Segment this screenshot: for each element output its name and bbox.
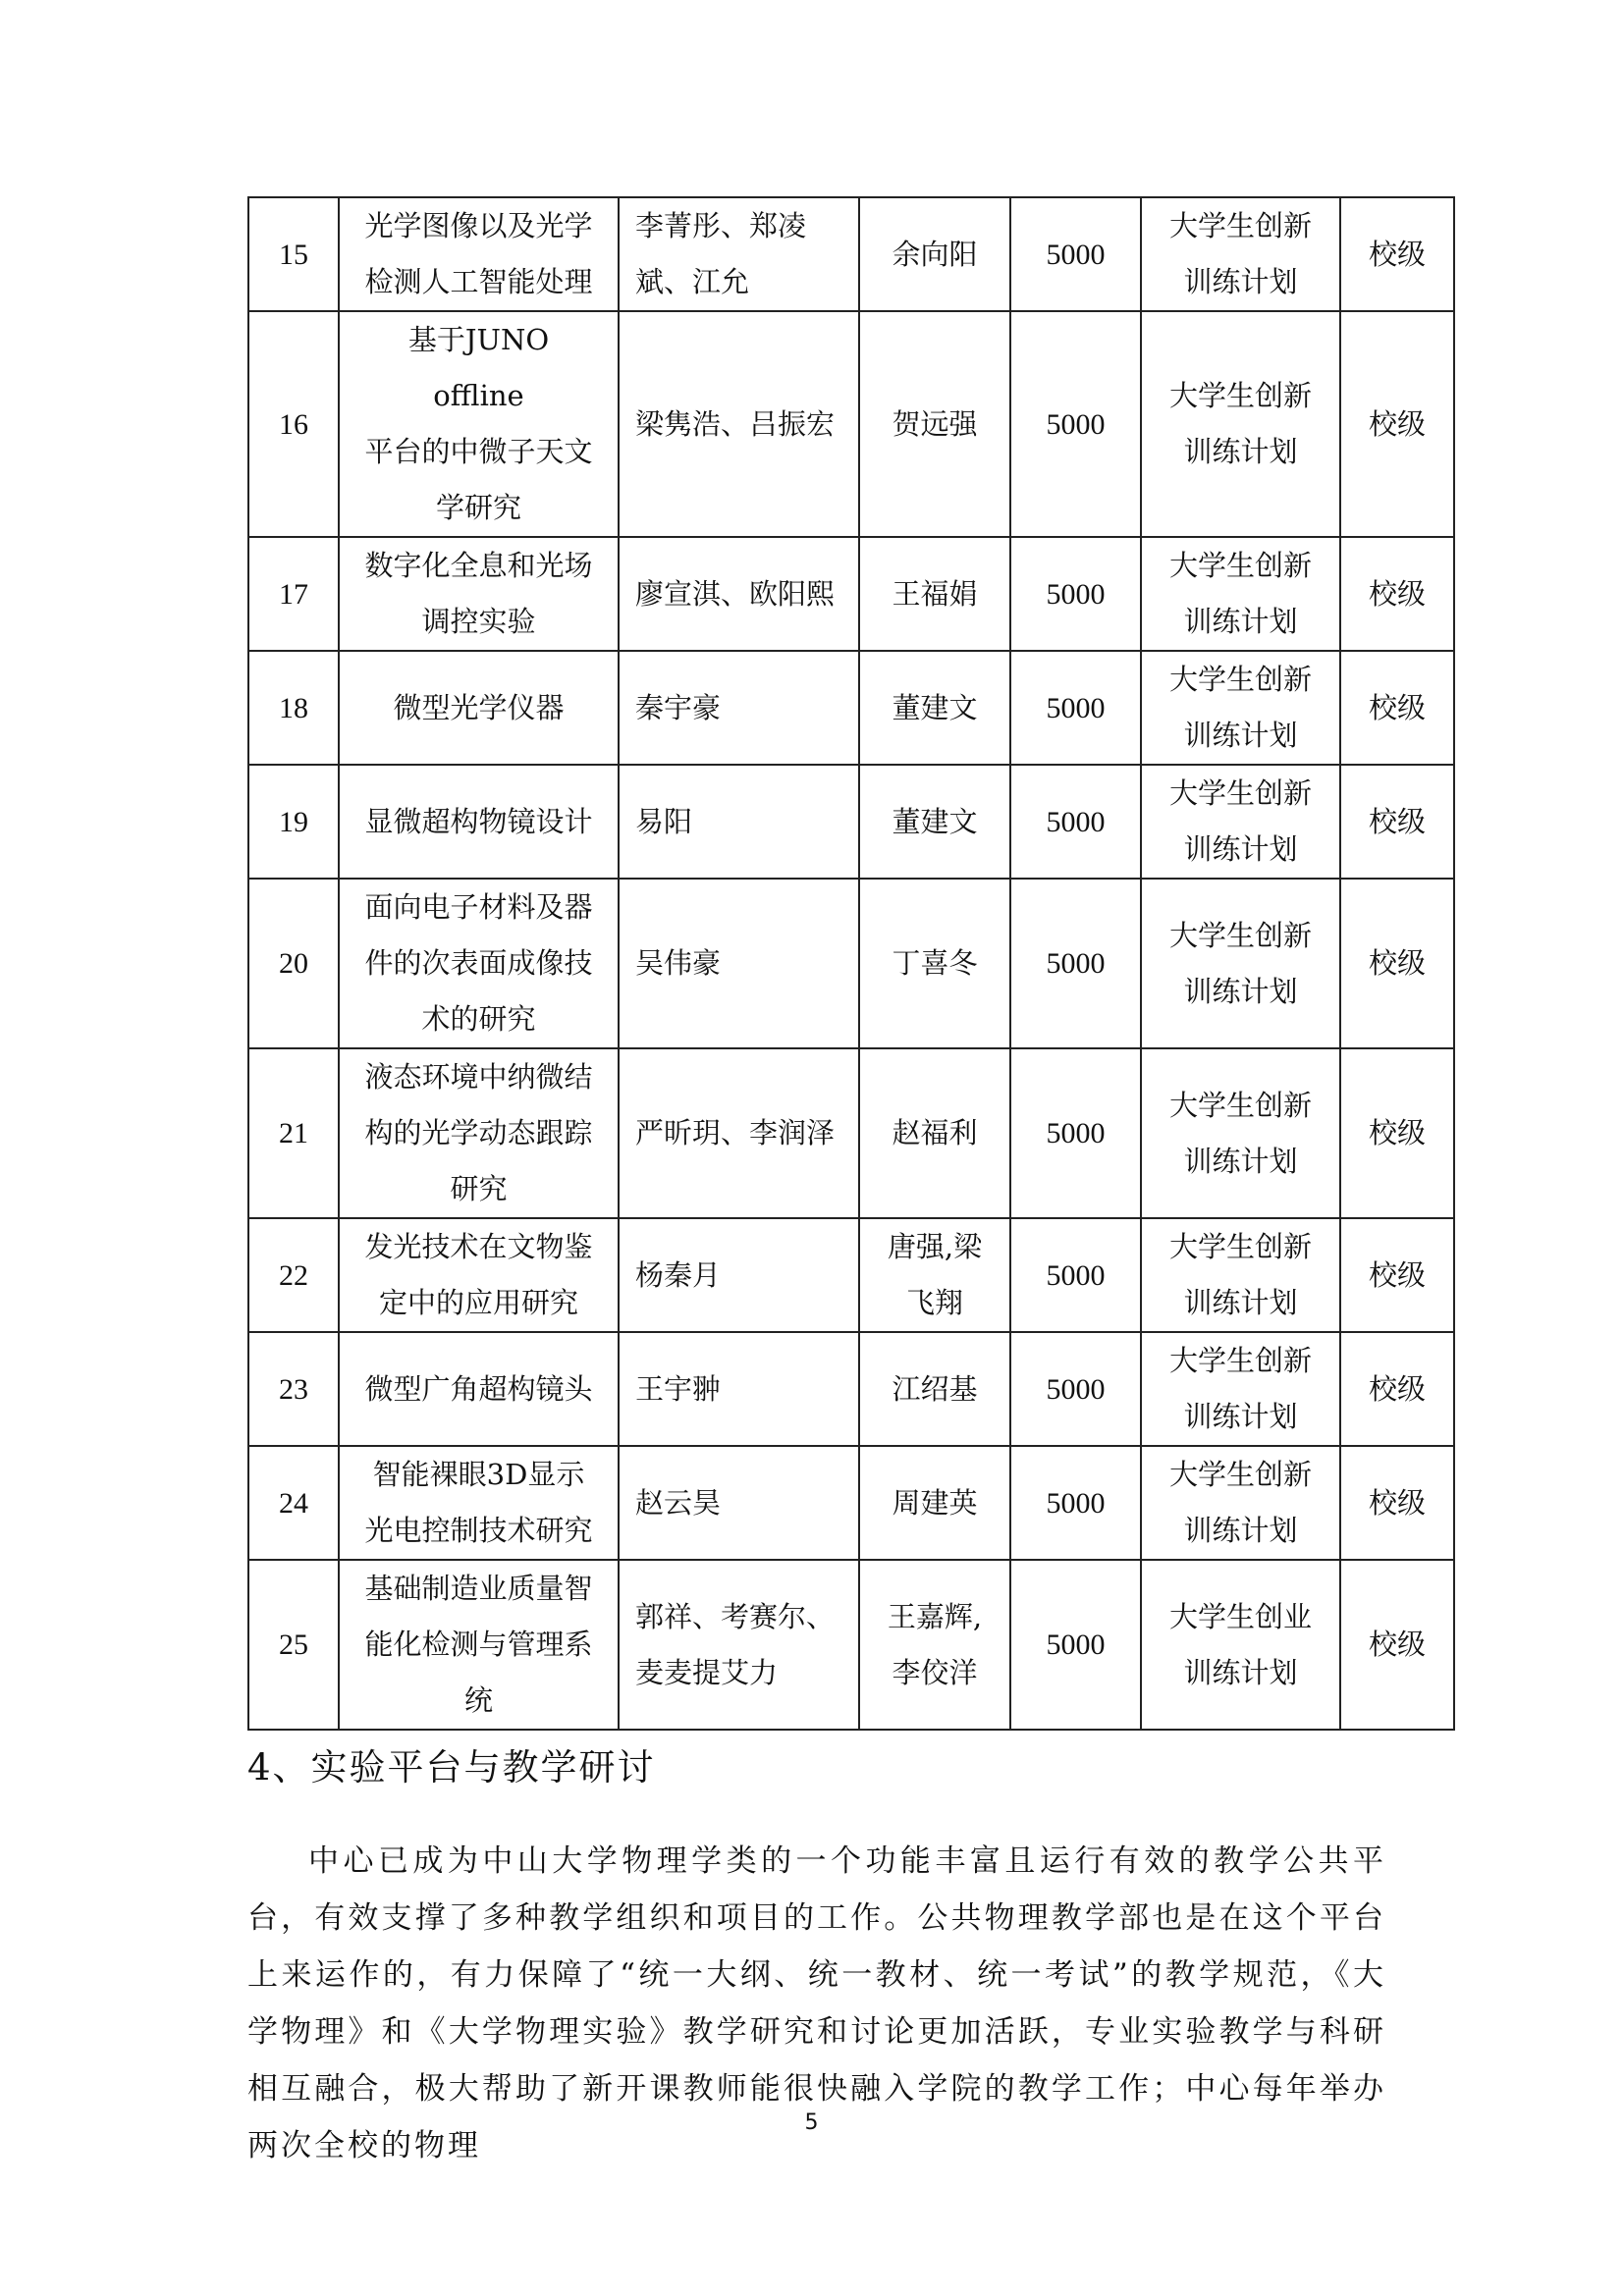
projects-table bbox=[247, 196, 1455, 1731]
project-type: 大学生创新 训练计划 bbox=[1141, 765, 1340, 879]
row-number: 25 bbox=[248, 1560, 339, 1730]
project-type: 大学生创新 训练计划 bbox=[1141, 197, 1340, 311]
student-names: 廖宣淇、欧阳熙 bbox=[619, 537, 859, 651]
table-row bbox=[248, 197, 1454, 311]
project-level: 校级 bbox=[1340, 1332, 1454, 1446]
advisor-name: 赵福利 bbox=[859, 1048, 1010, 1218]
project-title: 光学图像以及光学 检测人工智能处理 bbox=[339, 197, 619, 311]
table-row bbox=[248, 1446, 1454, 1560]
table-row bbox=[248, 1048, 1454, 1218]
student-names: 李菁彤、郑凌 斌、江允 bbox=[619, 197, 859, 311]
funding-amount: 5000 bbox=[1010, 879, 1141, 1048]
project-title: 基于JUNO offline 平台的中微子天文 学研究 bbox=[339, 311, 619, 537]
student-names: 王宇翀 bbox=[619, 1332, 859, 1446]
funding-amount: 5000 bbox=[1010, 651, 1141, 765]
table-row bbox=[248, 537, 1454, 651]
project-level: 校级 bbox=[1340, 1446, 1454, 1560]
funding-amount: 5000 bbox=[1010, 311, 1141, 537]
project-title: 基础制造业质量智 能化检测与管理系 统 bbox=[339, 1560, 619, 1730]
project-level: 校级 bbox=[1340, 1218, 1454, 1332]
row-number: 20 bbox=[248, 879, 339, 1048]
advisor-name: 王福娟 bbox=[859, 537, 1010, 651]
project-type: 大学生创业 训练计划 bbox=[1141, 1560, 1340, 1730]
funding-amount: 5000 bbox=[1010, 1332, 1141, 1446]
funding-amount: 5000 bbox=[1010, 765, 1141, 879]
row-number: 19 bbox=[248, 765, 339, 879]
advisor-name: 江绍基 bbox=[859, 1332, 1010, 1446]
student-names: 易阳 bbox=[619, 765, 859, 879]
funding-amount: 5000 bbox=[1010, 1446, 1141, 1560]
project-level: 校级 bbox=[1340, 537, 1454, 651]
row-number: 17 bbox=[248, 537, 339, 651]
student-names: 杨秦月 bbox=[619, 1218, 859, 1332]
project-type: 大学生创新 训练计划 bbox=[1141, 1218, 1340, 1332]
student-names: 郭祥、考赛尔、 麦麦提艾力 bbox=[619, 1560, 859, 1730]
project-level: 校级 bbox=[1340, 197, 1454, 311]
project-title: 面向电子材料及器 件的次表面成像技 术的研究 bbox=[339, 879, 619, 1048]
project-title: 微型光学仪器 bbox=[339, 651, 619, 765]
project-level: 校级 bbox=[1340, 311, 1454, 537]
row-number: 23 bbox=[248, 1332, 339, 1446]
advisor-name: 丁喜冬 bbox=[859, 879, 1010, 1048]
project-type: 大学生创新 训练计划 bbox=[1141, 311, 1340, 537]
project-type: 大学生创新 训练计划 bbox=[1141, 651, 1340, 765]
student-names: 梁隽浩、吕振宏 bbox=[619, 311, 859, 537]
funding-amount: 5000 bbox=[1010, 197, 1141, 311]
advisor-name: 贺远强 bbox=[859, 311, 1010, 537]
row-number: 18 bbox=[248, 651, 339, 765]
student-names: 吴伟豪 bbox=[619, 879, 859, 1048]
project-level: 校级 bbox=[1340, 879, 1454, 1048]
project-title: 液态环境中纳微结 构的光学动态跟踪 研究 bbox=[339, 1048, 619, 1218]
project-level: 校级 bbox=[1340, 651, 1454, 765]
funding-amount: 5000 bbox=[1010, 1218, 1141, 1332]
project-type: 大学生创新 训练计划 bbox=[1141, 1332, 1340, 1446]
row-number: 24 bbox=[248, 1446, 339, 1560]
advisor-name: 董建文 bbox=[859, 651, 1010, 765]
project-title: 智能裸眼3D显示 光电控制技术研究 bbox=[339, 1446, 619, 1560]
table-row bbox=[248, 1560, 1454, 1730]
row-number: 16 bbox=[248, 311, 339, 537]
table-row bbox=[248, 879, 1454, 1048]
project-title: 微型广角超构镜头 bbox=[339, 1332, 619, 1446]
project-level: 校级 bbox=[1340, 1560, 1454, 1730]
row-number: 22 bbox=[248, 1218, 339, 1332]
project-level: 校级 bbox=[1340, 765, 1454, 879]
student-names: 严昕玥、李润泽 bbox=[619, 1048, 859, 1218]
table-row bbox=[248, 651, 1454, 765]
advisor-name: 唐强,梁 飞翔 bbox=[859, 1218, 1010, 1332]
funding-amount: 5000 bbox=[1010, 1560, 1141, 1730]
body-paragraph: 中心已成为中山大学物理学类的一个功能丰富且运行有效的教学公共平台，有效支撑了多种教学组织和项目的工作。公共物理教学部也是在这个平台上来运作的，有力保障了“统一大纲、统一教材、统一考试”的教学规范，《大学物理》和《大学物理实验》教学研究和讨论更加活跃，专业实验教学与科研相互融合，极大帮助了新开课教师能很快融入学院的教学工作；中心每年举办两次全校的物理 bbox=[247, 1843, 1386, 2163]
row-number: 21 bbox=[248, 1048, 339, 1218]
project-type: 大学生创新 训练计划 bbox=[1141, 879, 1340, 1048]
project-type: 大学生创新 训练计划 bbox=[1141, 1446, 1340, 1560]
page-number: 5 bbox=[804, 2110, 819, 2135]
advisor-name: 余向阳 bbox=[859, 197, 1010, 311]
project-title: 显微超构物镜设计 bbox=[339, 765, 619, 879]
project-level: 校级 bbox=[1340, 1048, 1454, 1218]
student-names: 秦宇豪 bbox=[619, 651, 859, 765]
advisor-name: 周建英 bbox=[859, 1446, 1010, 1560]
table-row bbox=[248, 765, 1454, 879]
funding-amount: 5000 bbox=[1010, 1048, 1141, 1218]
project-title: 发光技术在文物鉴 定中的应用研究 bbox=[339, 1218, 619, 1332]
student-names: 赵云昊 bbox=[619, 1446, 859, 1560]
row-number: 15 bbox=[248, 197, 339, 311]
table-row bbox=[248, 1332, 1454, 1446]
project-title: 数字化全息和光场 调控实验 bbox=[339, 537, 619, 651]
table-row bbox=[248, 311, 1454, 537]
funding-amount: 5000 bbox=[1010, 537, 1141, 651]
table-row bbox=[248, 1218, 1454, 1332]
project-type: 大学生创新 训练计划 bbox=[1141, 537, 1340, 651]
projects-table-body bbox=[248, 197, 1454, 1730]
section-heading: 4、实验平台与教学研讨 bbox=[247, 1746, 656, 1789]
advisor-name: 王嘉辉, 李佼洋 bbox=[859, 1560, 1010, 1730]
advisor-name: 董建文 bbox=[859, 765, 1010, 879]
project-type: 大学生创新 训练计划 bbox=[1141, 1048, 1340, 1218]
